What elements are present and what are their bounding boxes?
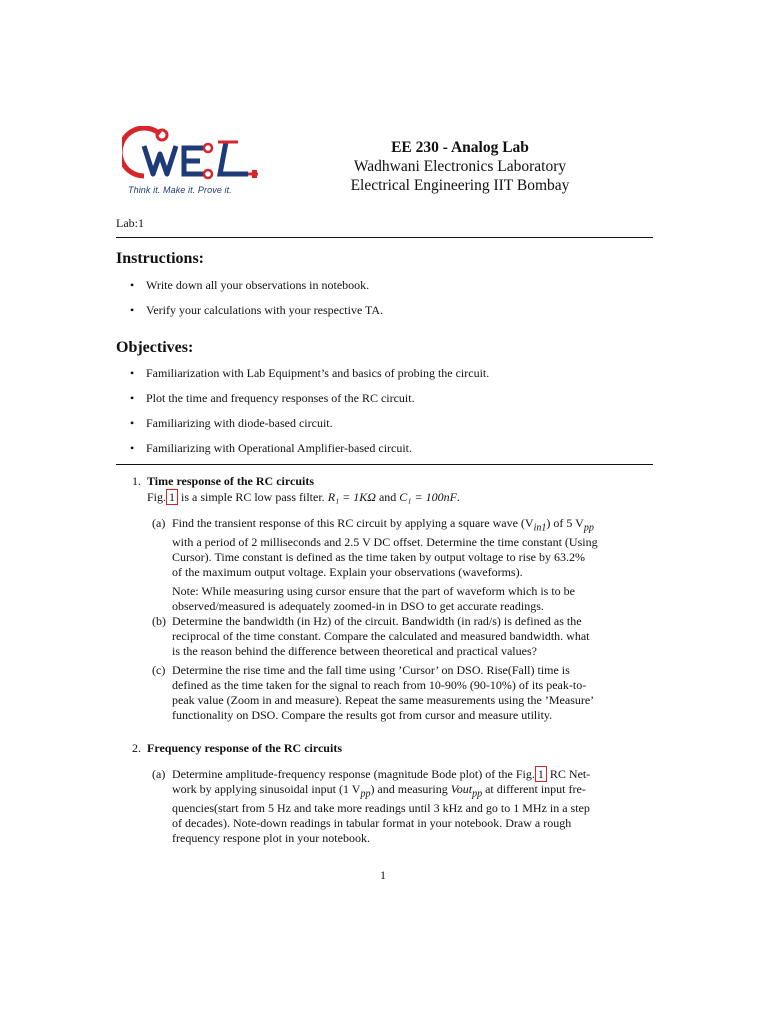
- logo-tagline: Think it. Make it. Prove it.: [128, 185, 232, 195]
- text-run: at different input fre-: [482, 782, 586, 796]
- section-number: 2.: [132, 741, 141, 755]
- text-line: Cursor). Time constant is defined as the time taken by output voltage to rise by 63.2%: [172, 550, 585, 565]
- text-line: is the reason behind the difference between theoretical and practical values?: [172, 644, 537, 658]
- page-number: 1: [380, 868, 386, 882]
- list-item: • Verify your calculations with your respective TA.: [130, 302, 383, 327]
- figure-reference-link[interactable]: 1: [535, 766, 547, 782]
- list-item: • Familiarizing with diode-based circuit.: [130, 415, 489, 440]
- note-line: Note: While measuring using cursor ensure that the part of waveform which is to be: [172, 584, 576, 599]
- text-line: with a period of 2 milliseconds and 2.5 V DC offset. Determine the time constant (Using: [172, 535, 598, 550]
- subscript: pp: [583, 522, 594, 534]
- section-heading: Time response of the RC circuits: [147, 474, 314, 488]
- intro-text: and: [375, 490, 400, 504]
- text-line: of decades). Note-down readings in tabular format in your notebook. Draw a rough: [172, 816, 572, 831]
- objectives-heading: Objectives:: [116, 339, 194, 356]
- text-line: [172, 782, 650, 801]
- instructions-list: [130, 277, 383, 327]
- r1-value: R₁ = 1KΩ: [327, 490, 376, 504]
- section-number: 1.: [132, 474, 141, 488]
- list-item: • Plot the time and frequency responses of the RC circuit.: [130, 390, 489, 415]
- lab-number: Lab:1: [116, 216, 144, 230]
- c1-value: C₁ = 100nF: [399, 490, 457, 504]
- vout-variable: Vout: [450, 782, 473, 796]
- subitem-body: [172, 516, 650, 614]
- subitem-label: (b): [152, 614, 166, 628]
- text-run: Find the transient response of this RC circuit by applying a square wave (V: [172, 516, 534, 530]
- text-line: Determine the bandwidth (in Hz) of the circuit. Bandwidth (in rad/s) is defined as the: [172, 614, 582, 628]
- subscript: pp: [472, 788, 483, 800]
- text-line: peak value (Zoom in and measure). Repeat the same measurements using the ’Measure’: [172, 693, 595, 707]
- title-block: [300, 138, 620, 195]
- department-name: Electrical Engineering IIT Bombay: [350, 177, 570, 194]
- text-run: Determine amplitude-frequency response (magnitude Bode plot) of the Fig.: [172, 767, 535, 781]
- text-run: ) and measuring: [370, 782, 451, 796]
- text-line: of the maximum output voltage. Explain your observations (waveforms).: [172, 565, 523, 580]
- text-run: ) of 5 V: [546, 516, 584, 530]
- subitem-body: [172, 614, 650, 659]
- list-item: • Familiarizing with Operational Amplifier-based circuit.: [130, 440, 489, 465]
- text-line: reciprocal of the time constant. Compare the calculated and measured bandwidth. what: [172, 629, 590, 643]
- text-line: defined as the time taken for the signal to reach from 10-90% (90-10%) of its peak-to-: [172, 678, 587, 692]
- subitem-body: [172, 767, 650, 846]
- text-run: work by applying sinusoidal input (1 V: [172, 782, 361, 796]
- intro-text: Fig.: [147, 490, 167, 504]
- course-title: EE 230 - Analog Lab: [391, 139, 529, 156]
- divider-middle: [116, 464, 653, 465]
- text-line: [172, 767, 650, 782]
- text-line: frequency respone plot in your notebook.: [172, 831, 370, 846]
- list-item: • Familiarization with Lab Equipment’s and basics of probing the circuit.: [130, 365, 489, 390]
- subscript: pp: [360, 788, 371, 800]
- text-line: Determine the rise time and the fall time using ’Cursor’ on DSO. Rise(Fall) time is: [172, 663, 570, 677]
- divider-top: [116, 237, 653, 238]
- section-intro: [147, 490, 460, 505]
- section-heading: Frequency response of the RC circuits: [147, 741, 342, 755]
- subitem-body: [172, 663, 650, 723]
- subitem-label: (c): [152, 663, 166, 677]
- text-line: functionality on DSO. Compare the results got from cursor and measure utility.: [172, 708, 553, 722]
- text-line: quencies(start from 5 Hz and take more readings until 3 kHz and go to 1 MHz in a step: [172, 801, 590, 816]
- subscript: in1: [533, 522, 547, 534]
- section-frequency-response: [132, 741, 652, 851]
- figure-reference-link[interactable]: 1: [166, 489, 178, 505]
- lab-name: Wadhwani Electronics Laboratory: [353, 158, 567, 175]
- section-time-response: [132, 474, 652, 734]
- intro-text: is a simple RC low pass filter.: [178, 490, 328, 504]
- instructions-heading: Instructions:: [116, 250, 205, 267]
- text-line: [172, 516, 650, 535]
- intro-text: .: [456, 490, 460, 504]
- text-run: RC Net-: [546, 767, 591, 781]
- note-line: observed/measured is adequately zoomed-in in DSO to get accurate readings.: [172, 599, 544, 614]
- objectives-list: [130, 365, 489, 465]
- list-item: • Write down all your observations in notebook.: [130, 277, 383, 302]
- subitem-label: (a): [152, 767, 166, 781]
- subitem-label: (a): [152, 516, 166, 530]
